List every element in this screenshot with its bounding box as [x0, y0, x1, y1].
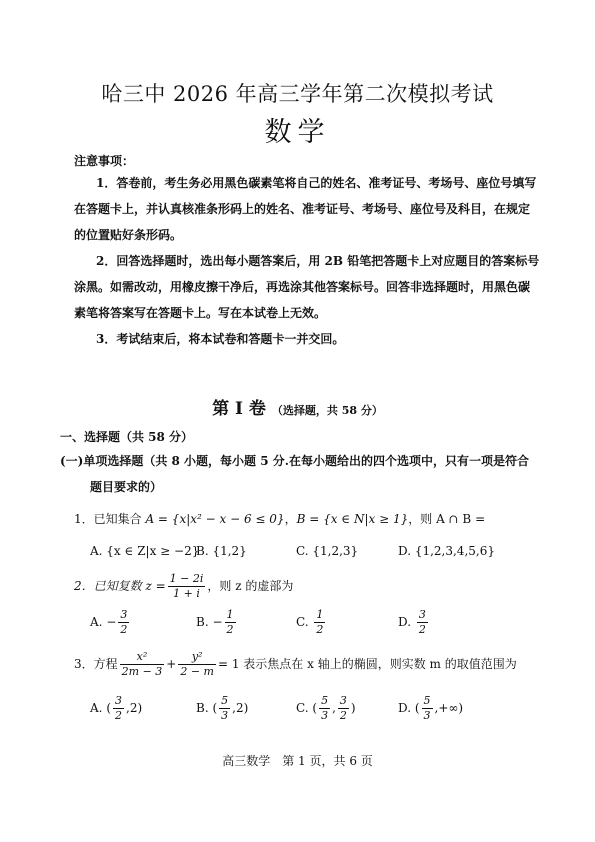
q3-plus: + — [166, 657, 177, 671]
q2-a-sign: − — [106, 615, 117, 629]
q3-d-num: 5 — [423, 694, 431, 707]
subject-title: 数学 — [264, 117, 331, 148]
q2-prefix: 2．已知复数 z = — [74, 579, 166, 593]
q3-a-num: 3 — [115, 694, 122, 707]
q2-fraction — [168, 572, 206, 601]
q3-a-open: ( — [106, 701, 111, 715]
notice-heading: 注意事项： — [74, 154, 135, 168]
q3-a-rest: ,2) — [126, 701, 143, 715]
q2-a-num: 3 — [120, 608, 128, 621]
subsection-line-1: (一)单项选择题（共 8 小题，每小题 5 分.在每小题给出的四个选项中，只有一项是符合 — [60, 454, 529, 468]
q2-suffix: ，则 z 的虚部为 — [207, 579, 294, 593]
q2-d-label: D. — [398, 615, 412, 629]
q3-d-open: ( — [414, 701, 420, 715]
q3-fraction-x — [120, 650, 165, 679]
q2-option-a — [90, 608, 131, 637]
q2-d-num: 3 — [418, 608, 426, 621]
q1-set-b: B = {x ∈ N|x ≥ 1} — [296, 512, 409, 526]
q1-option-b: B. {1,2} — [196, 544, 247, 558]
q3-b-fraction — [219, 694, 230, 723]
q3-a-fraction — [113, 694, 124, 723]
q2-c-label: C. — [296, 615, 309, 629]
notice-2-line-3: 素笔将答案写在答题卡上。写在本试卷上无效。 — [74, 306, 327, 320]
notice-2-line-1: 2．回答选择题时，选出每小题答案后，用 2B 铅笔把答题卡上对应题目的答案标号 — [96, 254, 540, 268]
q2-denominator: 1 + i — [173, 587, 200, 600]
q1-suffix: ，则 A ∩ B = — [408, 512, 486, 526]
q2-c-num: 1 — [316, 608, 324, 621]
q3-d-fraction — [422, 694, 433, 723]
q3-a-den: 2 — [115, 709, 122, 722]
q3-num-2: y² — [178, 650, 216, 665]
q2-d-fraction — [417, 608, 428, 637]
q3-c-num-2: 3 — [339, 694, 347, 707]
notice-1-line-1: 1．答卷前，考生务必用黑色碳素笔将自己的姓名、准考证号、考场号、座位号填写 — [96, 176, 537, 190]
q2-b-sign: − — [212, 615, 223, 629]
q3-den-2: 2 − m — [180, 665, 214, 678]
q2-numerator: 1 − 2i — [169, 572, 204, 585]
subsection-heading — [60, 448, 530, 500]
volume-title: 第 I 卷 — [212, 399, 266, 419]
q3-c-rest: ) — [350, 701, 356, 715]
volume-heading — [0, 394, 595, 419]
q3-suffix: = 1 表示焦点在 x 轴上的椭圆，则实数 m 的取值范围为 — [217, 657, 517, 671]
question-2-stem — [74, 572, 293, 601]
question-1-stem — [74, 510, 485, 527]
notice-2-line-2: 涂黑。如需改动，用橡皮擦干净后，再选涂其他答案标号。回答非选择题时，用黑色碳 — [74, 280, 531, 294]
q2-c-fraction — [314, 608, 325, 637]
q2-b-fraction — [225, 608, 236, 637]
q2-c-den: 2 — [316, 623, 324, 636]
q3-b-num: 5 — [221, 694, 229, 707]
page-footer: 高三数学 第 1 页，共 6 页 — [222, 754, 373, 768]
question-3-stem — [74, 650, 517, 679]
q2-option-b — [196, 608, 238, 637]
q3-c-den-2: 2 — [339, 709, 347, 722]
q2-option-d — [398, 608, 430, 637]
q3-option-c — [296, 694, 356, 723]
q3-c-den-1: 3 — [321, 709, 329, 722]
q1-sep: ， — [284, 512, 297, 526]
subsection-line-2: 题目要求的） — [90, 480, 163, 494]
q1-option-c: C. {1,2,3} — [296, 544, 359, 558]
q3-c-open: ( — [312, 701, 318, 715]
q1-prefix: 1．已知集合 — [74, 512, 146, 526]
q3-d-rest: ,+∞) — [434, 701, 464, 715]
section-heading: 一、选择题（共 58 分） — [60, 430, 194, 444]
q2-a-den: 2 — [120, 623, 128, 636]
q2-a-fraction — [118, 608, 129, 637]
q3-b-rest: ,2) — [232, 701, 249, 715]
q2-a-label: A. — [90, 615, 103, 629]
q3-d-den: 3 — [423, 709, 431, 722]
q3-c-label: C. — [296, 701, 309, 715]
q1-option-d: D. {1,2,3,4,5,6} — [398, 544, 495, 558]
q3-b-open: ( — [212, 701, 218, 715]
q3-option-a — [90, 694, 142, 723]
q3-prefix: 3．方程 — [74, 657, 118, 671]
notice-1-line-3: 的位置贴好条形码。 — [74, 228, 183, 242]
q3-b-den: 3 — [221, 709, 229, 722]
q1-option-a: A. {x ∈ Z|x ≥ −2} — [90, 544, 200, 558]
q1-set-a: A = {x|x² − x − 6 ≤ 0} — [145, 512, 285, 526]
q3-option-d — [398, 694, 463, 723]
q3-c-comma: , — [332, 701, 336, 715]
q3-c-num-1: 5 — [321, 694, 329, 707]
q3-option-b — [196, 694, 248, 723]
q3-c-fraction-1 — [319, 694, 330, 723]
q3-c-fraction-2 — [338, 694, 349, 723]
q3-fraction-y — [178, 650, 216, 679]
exam-title: 哈三中 2026 年高三学年第二次模拟考试 — [101, 82, 494, 106]
q2-b-label: B. — [196, 615, 209, 629]
q2-d-den: 2 — [418, 623, 426, 636]
q3-d-label: D. — [398, 701, 412, 715]
q3-num-1: x² — [120, 650, 165, 665]
q2-b-den: 2 — [226, 623, 234, 636]
q3-den-1: 2m − 3 — [121, 665, 163, 678]
notice-1-line-2: 在答题卡上，并认真核准条形码上的姓名、准考证号、考场号、座位号及科目，在规定 — [74, 202, 531, 216]
q2-option-c — [296, 608, 327, 637]
q3-a-label: A. — [90, 701, 103, 715]
q2-b-num: 1 — [226, 608, 234, 621]
notice-3-line-1: 3．考试结束后，将本试卷和答题卡一并交回。 — [96, 332, 345, 346]
notice-item-2 — [74, 248, 540, 326]
q3-b-label: B. — [196, 701, 209, 715]
volume-subtitle: （选择题，共 58 分） — [271, 404, 383, 417]
notice-item-1 — [74, 170, 537, 248]
notice-item-3 — [74, 326, 526, 352]
